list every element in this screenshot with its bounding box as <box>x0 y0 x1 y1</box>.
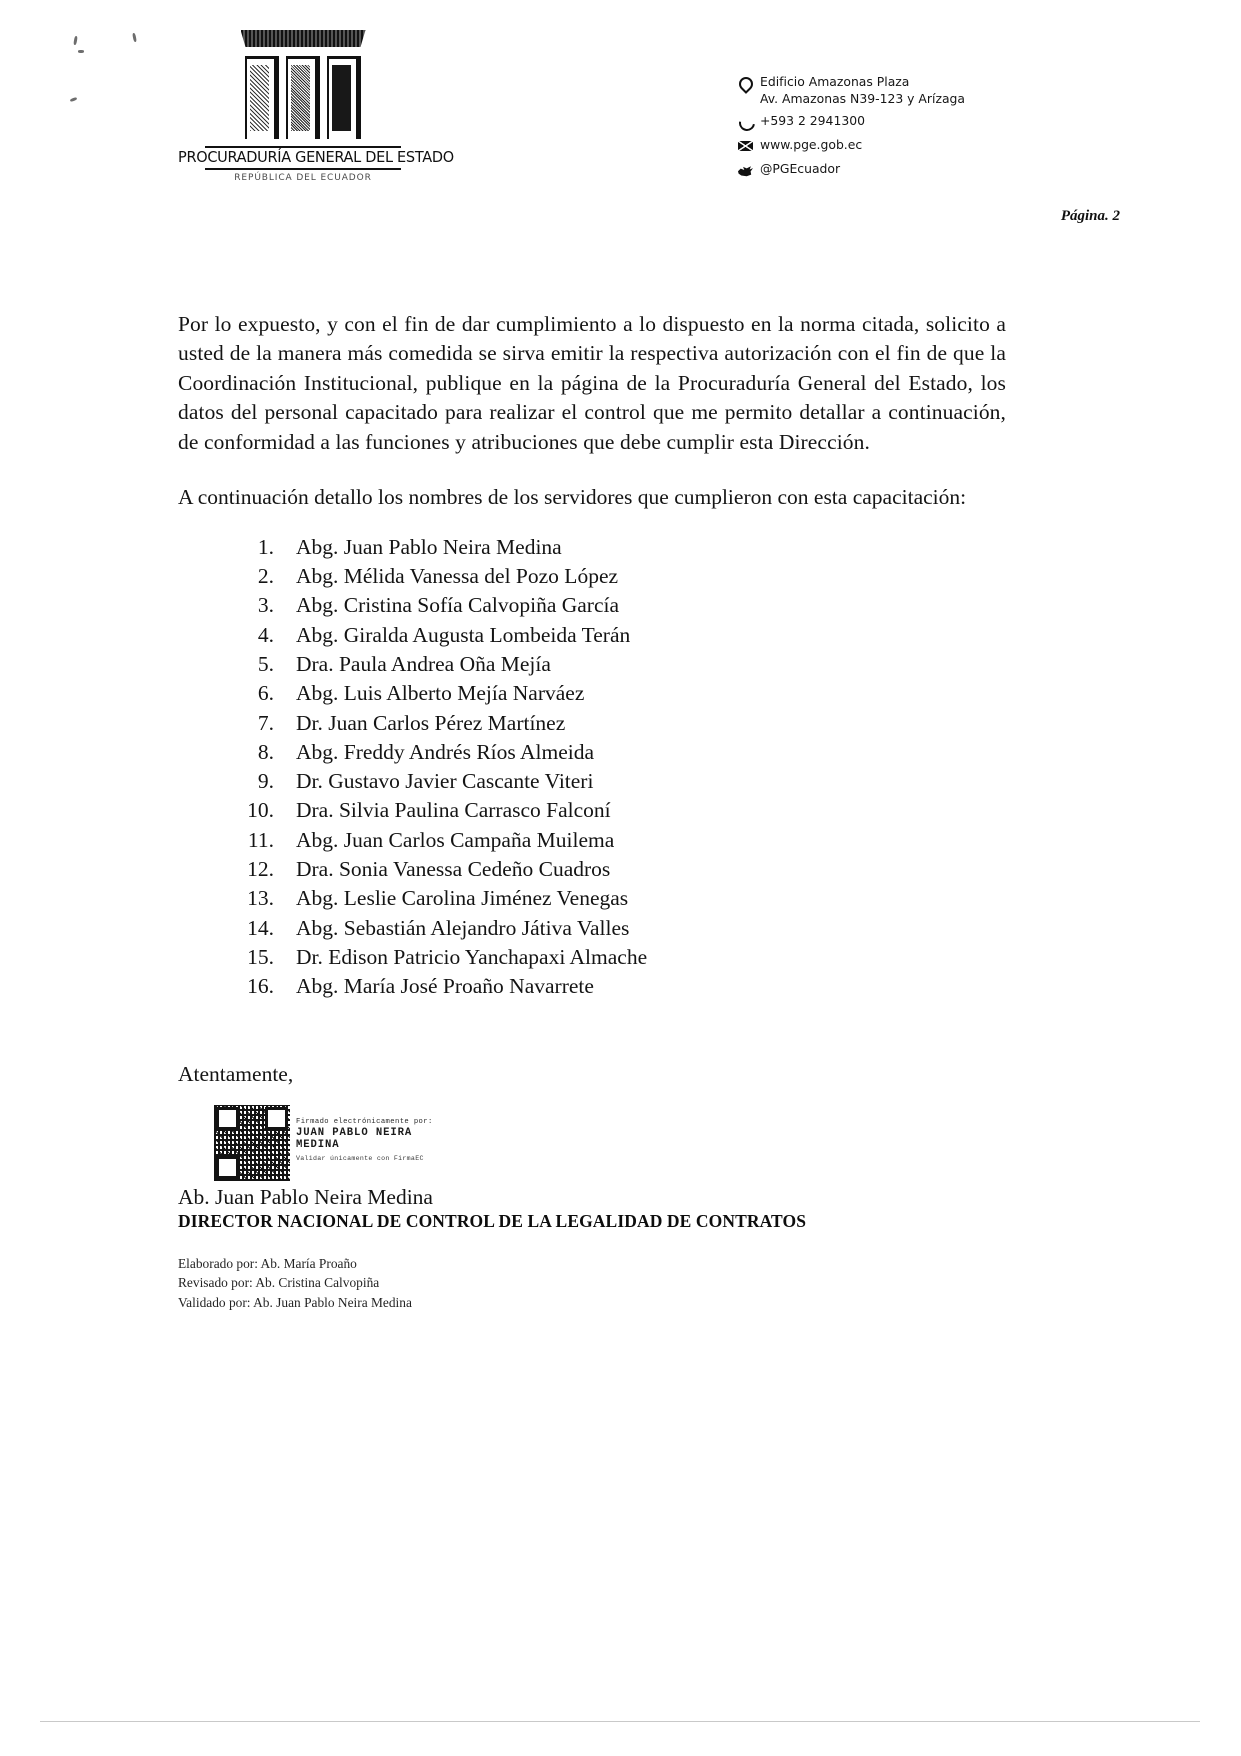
address-line-2: Av. Amazonas N39-123 y Arízaga <box>760 90 965 106</box>
social-handle: @PGEcuador <box>760 161 841 176</box>
classical-columns-logo-icon <box>241 30 366 142</box>
location-pin-icon <box>736 76 760 92</box>
mail-icon <box>736 139 760 155</box>
paragraph-list-intro: A continuación detallo los nombres de los servidores que cumplieron con esta capacitación: <box>178 485 967 510</box>
contact-address <box>736 74 1036 107</box>
qr-code-icon <box>214 1105 290 1181</box>
institution-logo <box>178 30 454 183</box>
digital-signature-stamp <box>214 1105 504 1181</box>
prepared-by: Elaborado por: Ab. María Proaño <box>178 1255 357 1271</box>
page-number: Página. 2 <box>1060 208 1120 224</box>
country-name: REPÚBLICA DEL ECUADOR <box>234 172 372 183</box>
page-bottom-divider <box>40 1721 1200 1722</box>
validated-by: Validado por: Ab. Juan Pablo Neira Medina <box>178 1294 412 1310</box>
letterhead <box>0 0 1241 200</box>
list-item: Abg. Juan Carlos Campaña Muilema <box>296 827 615 852</box>
list-item: Dr. Gustavo Javier Cascante Viteri <box>296 769 594 794</box>
paragraph-request: Por lo expuesto, y con el fin de dar cumplimiento a lo dispuesto en la norma citada, solicito a usted de la manera más comedida se sirva emitir la respectiva autorización con el fin de que la Coordinación Institucional, publique en la página de la Procuraduría General del Estado, los datos del personal capacitado para realizar el control que me permito detallar a continuación, de conformidad a las funciones y atribuciones que debe cumplir esta Dirección. <box>178 312 1006 454</box>
document-body <box>178 310 1006 1312</box>
phone-number: +593 2 2941300 <box>760 113 865 128</box>
contact-block <box>736 74 1036 185</box>
institution-name: PROCURADURÍA GENERAL DEL ESTADO <box>178 149 454 167</box>
list-item: Abg. Cristina Sofía Calvopiña García <box>296 593 620 618</box>
list-item: Dra. Paula Andrea Oña Mejía <box>296 651 551 676</box>
list-item: Abg. Giralda Augusta Lombeida Terán <box>296 622 631 647</box>
contact-website <box>736 137 1036 155</box>
signature-validation-note: Validar únicamente con FirmaEC <box>296 1154 424 1162</box>
address-line-1: Edificio Amazonas Plaza <box>760 74 910 89</box>
list-item: Dra. Silvia Paulina Carrasco Falconí <box>296 798 611 823</box>
list-item: Dra. Sonia Vanessa Cedeño Cuadros <box>296 856 611 881</box>
list-item: Abg. Juan Pablo Neira Medina <box>296 534 562 559</box>
reviewed-by: Revisado por: Ab. Cristina Calvopiña <box>178 1275 380 1291</box>
contact-phone <box>736 113 1036 131</box>
list-item: Abg. Freddy Andrés Ríos Almeida <box>296 739 594 764</box>
list-item: Abg. Sebastián Alejandro Játiva Valles <box>296 915 630 940</box>
list-item: Dr. Edison Patricio Yanchapaxi Almache <box>296 944 648 969</box>
trained-personnel-list <box>178 535 1006 1000</box>
list-item: Dr. Juan Carlos Pérez Martínez <box>296 710 566 735</box>
list-item: Abg. María José Proaño Navarrete <box>296 974 594 999</box>
signature-name-line-1: JUAN PABLO NEIRA <box>296 1126 413 1139</box>
signature-name-line-2: MEDINA <box>296 1139 340 1152</box>
closing-salutation: Atentamente, <box>178 1061 294 1086</box>
phone-icon <box>736 115 760 131</box>
signer-name: Ab. Juan Pablo Neira Medina <box>178 1184 433 1209</box>
list-item: Abg. Luis Alberto Mejía Narváez <box>296 681 585 706</box>
signature-certified-label: Firmado electrónicamente por: <box>296 1117 433 1126</box>
document-credits <box>178 1254 1006 1312</box>
contact-social <box>736 161 1036 179</box>
twitter-bird-icon <box>736 163 760 179</box>
website-url: www.pge.gob.ec <box>760 137 863 152</box>
list-item: Abg. Leslie Carolina Jiménez Venegas <box>296 886 629 911</box>
signer-title: DIRECTOR NACIONAL DE CONTROL DE LA LEGALIDAD DE CONTRATOS <box>178 1210 807 1231</box>
list-item: Abg. Mélida Vanessa del Pozo López <box>296 564 619 589</box>
